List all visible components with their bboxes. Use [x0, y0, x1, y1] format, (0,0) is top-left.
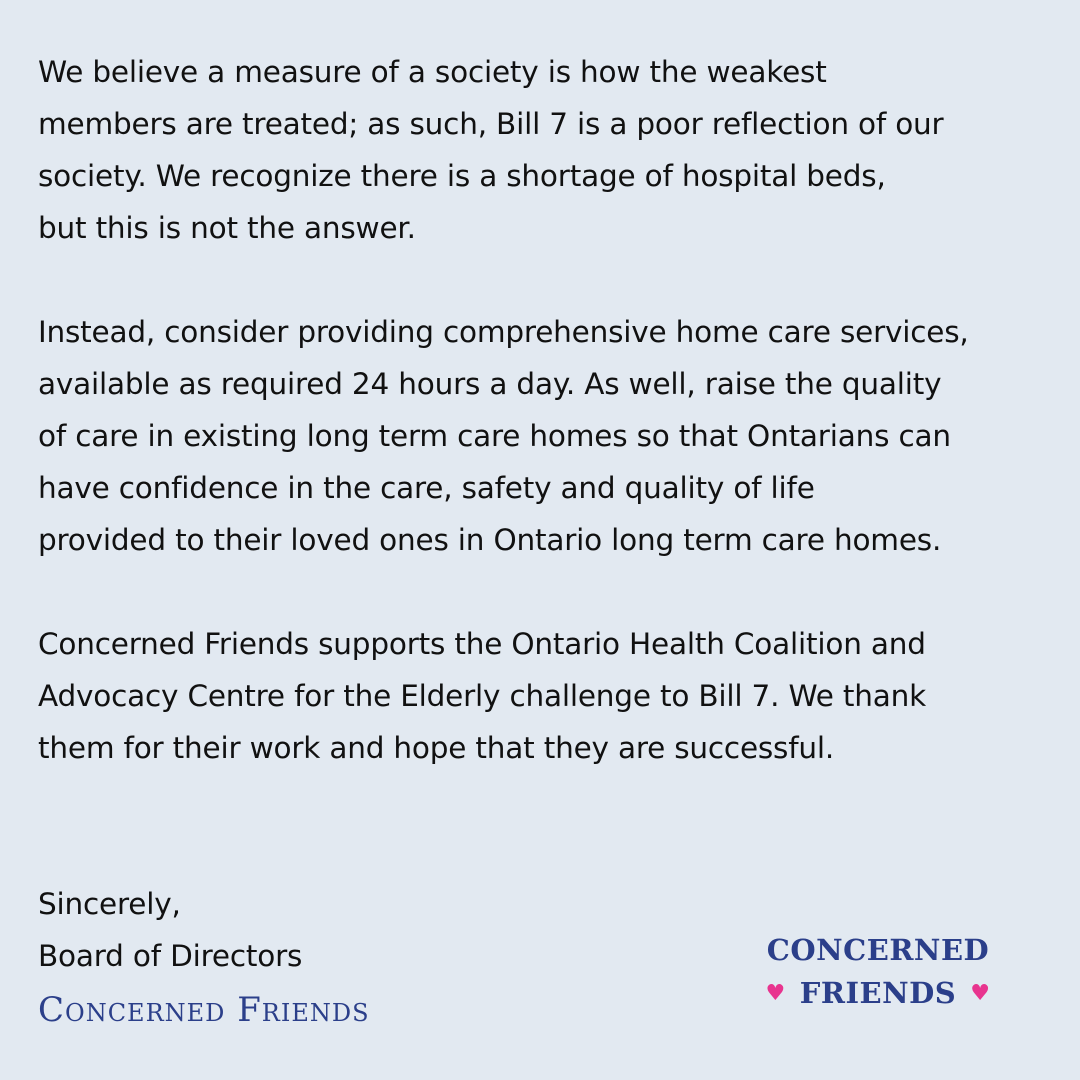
logo-line-2: FRIENDS — [799, 976, 957, 1010]
organization-name: Concerned Friends — [38, 990, 370, 1030]
paragraph-1: We believe a measure of a society is how the weakest members are treated; as such, Bill 7 is a poor reflection of our society. We recognize there is a shortage of hospital beds, but this is not the answer. — [38, 55, 944, 245]
closing: Sincerely, — [38, 887, 181, 921]
signature-block — [38, 878, 370, 1034]
heart-icon: ♥ — [765, 980, 786, 1006]
signer: Board of Directors — [38, 939, 303, 973]
heart-icon: ♥ — [970, 980, 991, 1006]
logo-line-1: CONCERNED — [766, 933, 990, 967]
paragraph-3: Concerned Friends supports the Ontario Health Coalition and Advocacy Centre for the Elderly challenge to Bill 7. We thank them for their work and hope that they are successful. — [38, 627, 926, 765]
letter-body — [38, 46, 1053, 826]
concerned-friends-logo — [760, 928, 996, 1014]
logo-line-2-row — [760, 972, 996, 1014]
paragraph-2: Instead, consider providing comprehensive home care services, available as required 24 hours a day. As well, raise the quality of care in existing long term care homes so that Ontarians can have confidence in the care, safety and quality of life provided to their loved ones in Ontario long term care homes. — [38, 315, 969, 557]
